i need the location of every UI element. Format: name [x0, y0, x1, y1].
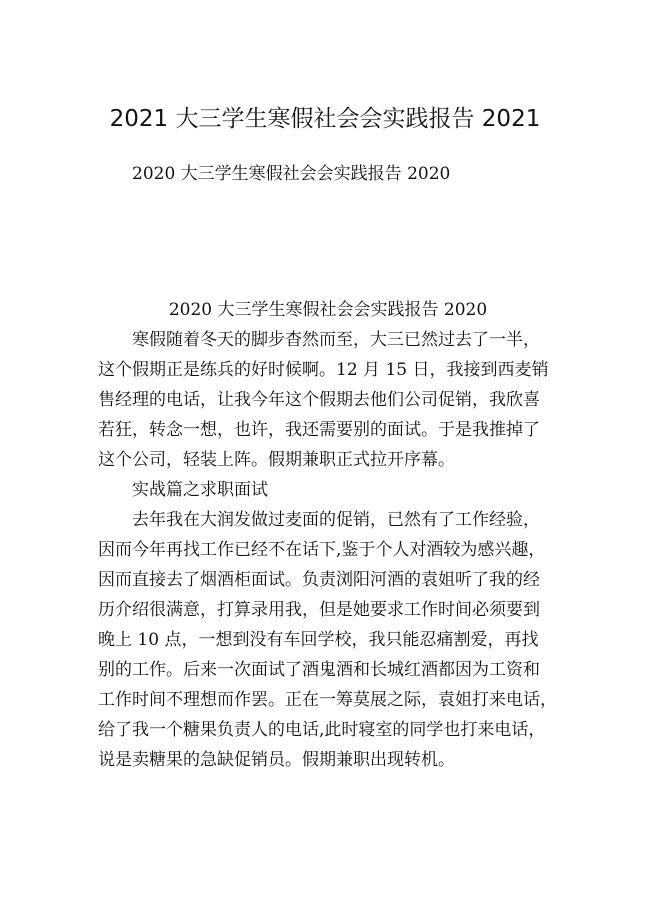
- paragraph-line: 历介绍很满意，打算录用我，但是她要求工作时间必须要到: [98, 600, 540, 620]
- document-body: [98, 295, 558, 775]
- paragraph-line: 给了我一个糖果负责人的电话,此时寝室的同学也打来电话，: [98, 720, 546, 740]
- paragraph-line: 因而直接去了烟酒柜面试。负责浏阳河酒的袁姐听了我的经: [98, 570, 540, 590]
- paragraph-line: 去年我在大润发做过麦面的促销，已然有了工作经验，: [132, 510, 540, 530]
- paragraph-line: 别的工作。后来一次面试了酒鬼酒和长城红酒都因为工资和: [98, 660, 540, 680]
- paragraph-line: 因而今年再找工作已经不在话下,鉴于个人对酒较为感兴趣，: [98, 540, 546, 560]
- paragraph-line: 说是卖糖果的急缺促销员。假期兼职出现转机。: [98, 750, 455, 770]
- paragraph-line: 晚上 10 点，一想到没有车回学校，我只能忍痛割爱，再找: [98, 630, 539, 650]
- paragraph-line: 这个假期正是练兵的好时候啊。12 月 15 日，我接到西麦销: [98, 360, 549, 380]
- paragraph-line: 若狂，转念一想，也许，我还需要别的面试。于是我推掉了: [98, 420, 540, 440]
- document-subtitle: 2020 大三学生寒假社会会实践报告 2020: [132, 164, 451, 184]
- paragraph-line: 寒假随着冬天的脚步杳然而至，大三已然过去了一半，: [132, 330, 540, 350]
- section-heading: 实战篇之求职面试: [132, 480, 268, 500]
- paragraph-intro: [98, 325, 558, 475]
- document-title: 2021 大三学生寒假社会会实践报告 2021: [109, 106, 541, 132]
- paragraph-line: 工作时间不理想而作罢。正在一筹莫展之际，袁姐打来电话，: [98, 690, 557, 710]
- paragraph-line: 这个公司，轻装上阵。假期兼职正式拉开序幕。: [98, 450, 455, 470]
- paragraph-interview: [98, 505, 558, 775]
- report-heading: 2020 大三学生寒假社会会实践报告 2020: [168, 300, 488, 320]
- paragraph-line: 售经理的电话，让我今年这个假期去他们公司促销，我欣喜: [98, 390, 540, 410]
